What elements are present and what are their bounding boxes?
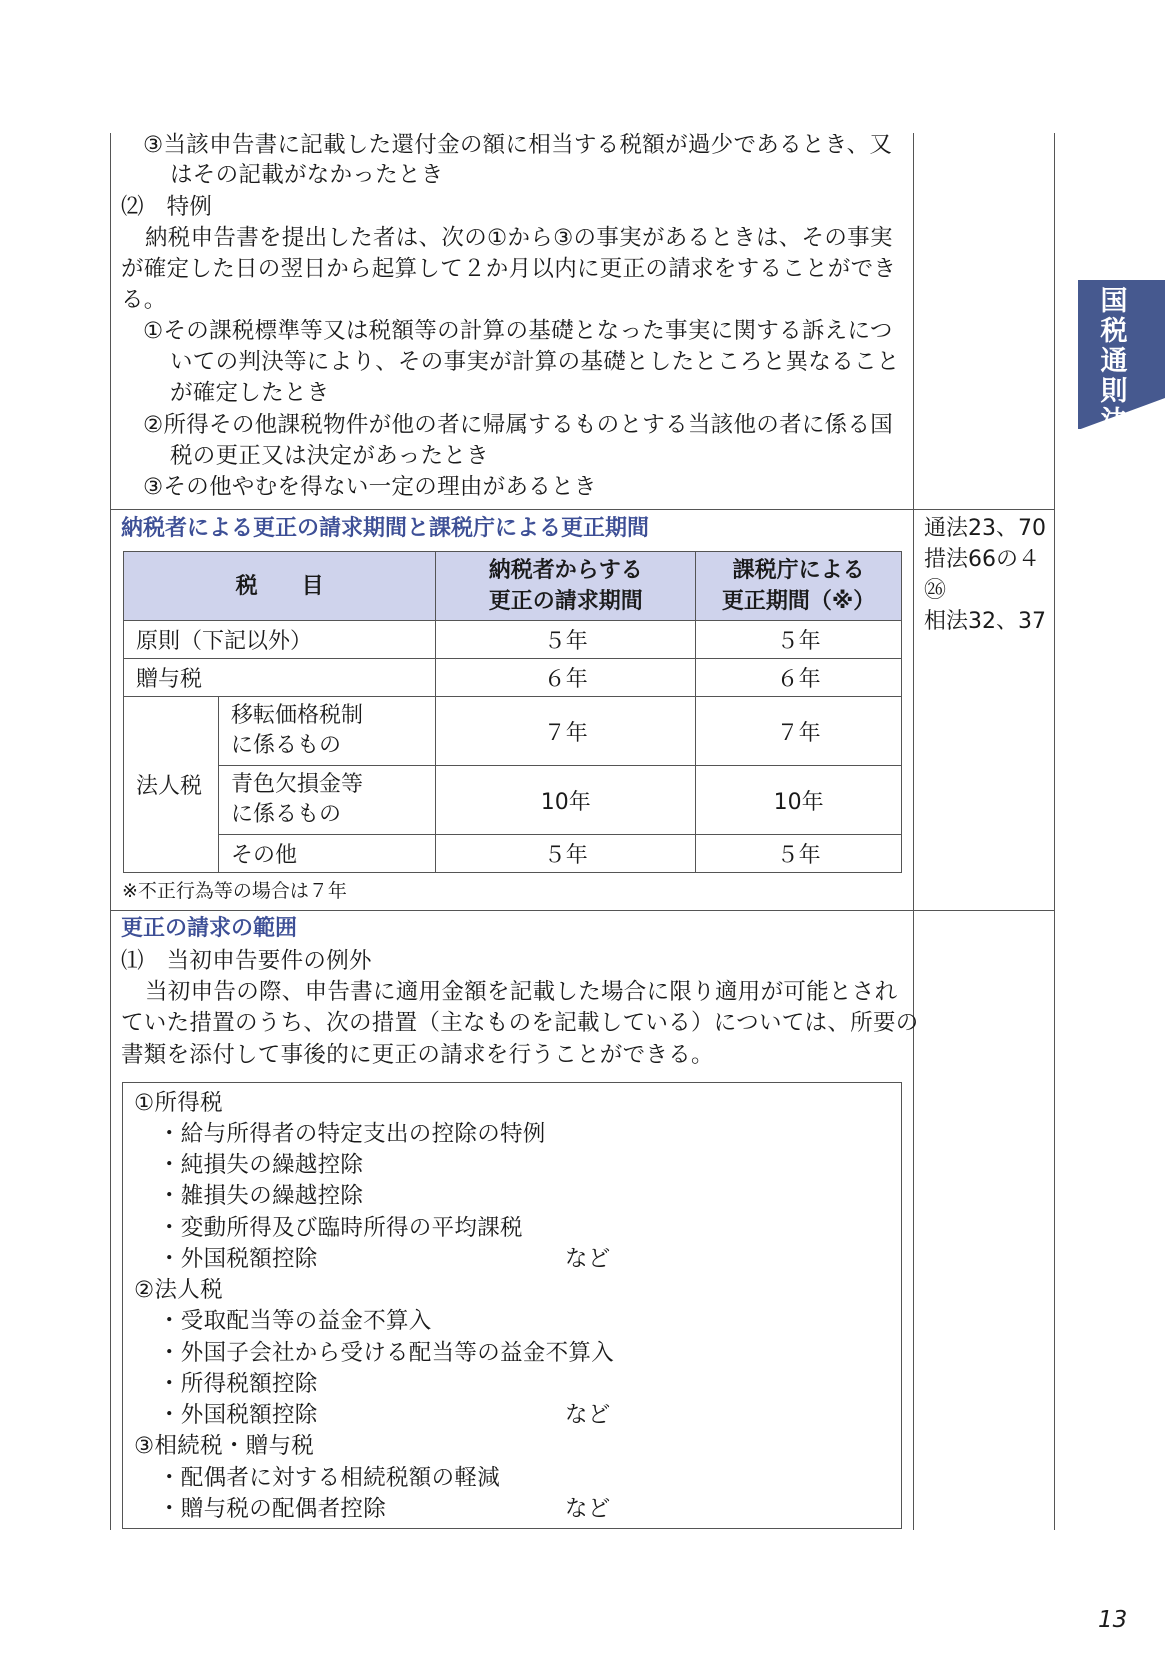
top-line: 税の更正又は決定があったとき xyxy=(170,443,489,469)
page-number: 13 xyxy=(1098,1607,1128,1633)
scope-para-line: ていた措置のうち、次の措置（主なものを記載している）については、所要の xyxy=(121,1010,919,1036)
law-ref: ㉖ xyxy=(924,578,947,603)
top-line: が確定したとき xyxy=(170,380,330,406)
top-line: が確定した日の翌日から起算して２か月以内に更正の請求をすることができ xyxy=(121,256,897,282)
box-title: ①所得税 xyxy=(134,1090,223,1116)
divider-2 xyxy=(110,910,1055,911)
cell-taxpayer: 10年 xyxy=(436,766,696,835)
table-row xyxy=(124,835,902,873)
row-label: 贈与税 xyxy=(124,659,436,697)
cell-taxpayer: ５年 xyxy=(436,621,696,659)
cell-taxpayer: ５年 xyxy=(436,835,696,873)
header-authority xyxy=(696,552,902,621)
scope-para-line: 当初申告の際、申告書に適用金額を記載した場合に限り適用が可能とされ xyxy=(145,979,898,1005)
law-ref: 措法66の４ xyxy=(924,547,1040,572)
box-item: ・雑損失の繰越控除 xyxy=(158,1183,364,1209)
header-authority-line1: 課税庁による xyxy=(732,558,865,583)
cell-taxpayer: ７年 xyxy=(436,697,696,766)
table-row xyxy=(124,659,902,697)
scope-heading: 更正の請求の範囲 xyxy=(121,916,298,941)
top-line: はその記載がなかったとき xyxy=(170,162,444,188)
left-border xyxy=(110,133,111,1530)
header-taxpayer-line2: 更正の請求期間 xyxy=(488,589,643,614)
top-line: ⑵ 特例 xyxy=(121,194,213,220)
box-item: ・給与所得者の特定支出の控除の特例 xyxy=(158,1121,546,1147)
side-tab-label: 国税通則法 xyxy=(1100,286,1128,437)
box-etc: など xyxy=(565,1402,611,1428)
top-line: ①その課税標準等又は税額等の計算の基礎となった事実に関する訴えにつ xyxy=(143,318,893,344)
box-item: ・外国税額控除 xyxy=(158,1402,318,1428)
header-taxpayer xyxy=(436,552,696,621)
row-sublabel-line1: 青色欠損金等 xyxy=(231,772,364,797)
divider-1 xyxy=(110,509,1055,510)
box-title: ③相続税・贈与税 xyxy=(134,1433,315,1459)
right-border xyxy=(1054,133,1055,1530)
middle-border xyxy=(913,133,914,1530)
row-label: 原則（下記以外） xyxy=(124,621,436,659)
period-table xyxy=(123,551,902,873)
header-authority-line2: 更正期間（※） xyxy=(721,589,876,614)
box-item: ・配偶者に対する相続税額の軽減 xyxy=(158,1465,501,1491)
period-heading: 納税者による更正の請求期間と課税庁による更正期間 xyxy=(121,516,650,541)
table-row xyxy=(124,697,902,766)
box-etc: など xyxy=(565,1246,611,1272)
table-row xyxy=(124,621,902,659)
cell-authority: ５年 xyxy=(696,621,902,659)
box-item: ・変動所得及び臨時所得の平均課税 xyxy=(158,1215,523,1241)
cell-authority: ６年 xyxy=(696,659,902,697)
top-line: る。 xyxy=(121,287,167,313)
row-sublabel-line2: に係るもの xyxy=(231,802,342,827)
scope-para-line: 書類を添付して事後的に更正の請求を行うことができる。 xyxy=(121,1042,714,1068)
scope-subheading: ⑴ 当初申告要件の例外 xyxy=(121,948,372,974)
top-line: ③当該申告書に記載した還付金の額に相当する税額が過少であるとき、又 xyxy=(143,132,893,158)
table-row xyxy=(124,766,902,835)
box-item: ・所得税額控除 xyxy=(158,1371,318,1397)
row-sublabel-line1: 移転価格税制 xyxy=(231,703,364,728)
top-line: ②所得その他課税物件が他の者に帰属するものとする当該他の者に係る国 xyxy=(143,412,894,438)
top-line: いての判決等により、その事実が計算の基礎としたところと異なること xyxy=(170,349,900,375)
box-etc: など xyxy=(565,1496,611,1522)
box-item: ・純損失の繰越控除 xyxy=(158,1152,364,1178)
row-sublabel: その他 xyxy=(219,835,436,873)
box-item: ・贈与税の配偶者控除 xyxy=(158,1496,387,1522)
top-line: 納税申告書を提出した者は、次の①から③の事実があるときは、その事実 xyxy=(145,225,893,251)
cell-authority: 10年 xyxy=(696,766,902,835)
box-item: ・外国子会社から受ける配当等の益金不算入 xyxy=(158,1340,615,1366)
top-line: ③その他やむを得ない一定の理由があるとき xyxy=(143,474,597,500)
header-tax: 税 目 xyxy=(124,552,436,621)
law-ref: 通法23、70 xyxy=(924,516,1046,541)
cell-taxpayer: ６年 xyxy=(436,659,696,697)
cell-authority: ７年 xyxy=(696,697,902,766)
row-sublabel xyxy=(219,766,436,835)
box-item: ・受取配当等の益金不算入 xyxy=(158,1308,432,1334)
header-taxpayer-line1: 納税者からする xyxy=(488,558,643,583)
box-item: ・外国税額控除 xyxy=(158,1246,318,1272)
row-sublabel-line2: に係るもの xyxy=(231,733,342,758)
row-label-corporate: 法人税 xyxy=(124,697,219,873)
box-title: ②法人税 xyxy=(134,1277,223,1303)
cell-authority: ５年 xyxy=(696,835,902,873)
table-footnote: ※不正行為等の場合は７年 xyxy=(122,880,347,902)
law-ref: 相法32、37 xyxy=(924,609,1046,634)
row-sublabel xyxy=(219,697,436,766)
